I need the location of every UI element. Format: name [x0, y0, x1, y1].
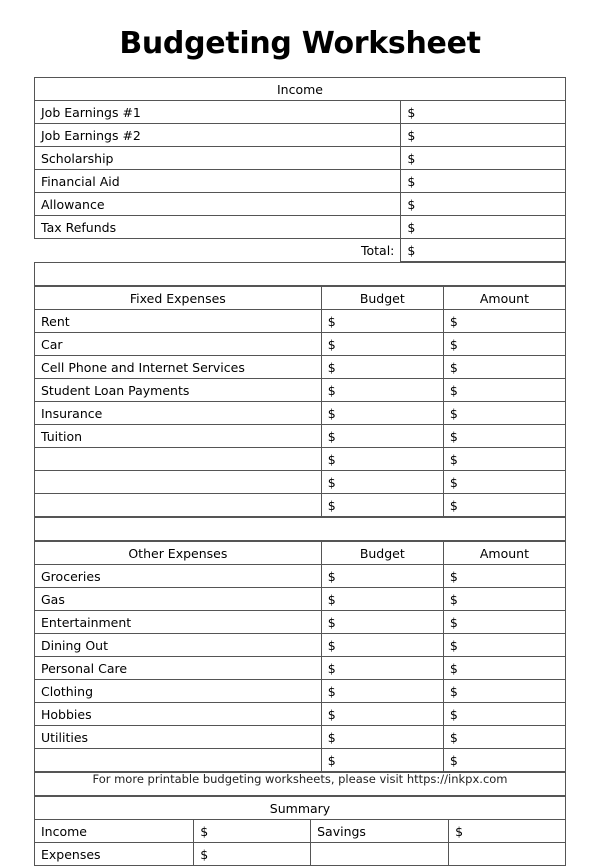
summary-label-savings: Savings	[311, 820, 449, 843]
table-row[interactable]	[35, 425, 566, 448]
table-row[interactable]	[35, 147, 566, 170]
fixed-amount-1[interactable]: $	[443, 333, 565, 356]
other-amount-2[interactable]: $	[443, 611, 565, 634]
other-amount-4[interactable]: $	[443, 657, 565, 680]
summary-value-savings[interactable]: $	[449, 820, 566, 843]
other-label-4: Personal Care	[35, 657, 322, 680]
income-table	[34, 77, 566, 262]
fixed-label-2: Cell Phone and Internet Services	[35, 356, 322, 379]
income-label-5: Tax Refunds	[35, 216, 401, 239]
other-amount-3[interactable]: $	[443, 634, 565, 657]
other-budget-0[interactable]: $	[321, 565, 443, 588]
table-row[interactable]	[35, 634, 566, 657]
other-budget-5[interactable]: $	[321, 680, 443, 703]
summary-value-empty[interactable]	[449, 843, 566, 866]
other-amount-8[interactable]: $	[443, 749, 565, 772]
other-label-5: Clothing	[35, 680, 322, 703]
income-label-1: Job Earnings #2	[35, 124, 401, 147]
spacer-2	[34, 517, 566, 541]
fixed-label-5: Tuition	[35, 425, 322, 448]
other-amount-0[interactable]: $	[443, 565, 565, 588]
fixed-label-8[interactable]	[35, 494, 322, 517]
table-row[interactable]	[35, 565, 566, 588]
other-amount-7[interactable]: $	[443, 726, 565, 749]
table-row[interactable]	[35, 101, 566, 124]
table-row[interactable]	[35, 588, 566, 611]
other-budget-8[interactable]: $	[321, 749, 443, 772]
fixed-budget-7[interactable]: $	[321, 471, 443, 494]
summary-label-expenses: Expenses	[35, 843, 194, 866]
fixed-label-6[interactable]	[35, 448, 322, 471]
other-label-0: Groceries	[35, 565, 322, 588]
fixed-amount-8[interactable]: $	[443, 494, 565, 517]
fixed-amount-5[interactable]: $	[443, 425, 565, 448]
other-budget-4[interactable]: $	[321, 657, 443, 680]
income-total-value[interactable]: $	[401, 239, 566, 262]
fixed-label-7[interactable]	[35, 471, 322, 494]
other-budget-3[interactable]: $	[321, 634, 443, 657]
spacer-1	[34, 262, 566, 286]
table-row[interactable]	[35, 448, 566, 471]
fixed-budget-8[interactable]: $	[321, 494, 443, 517]
fixed-budget-3[interactable]: $	[321, 379, 443, 402]
fixed-budget-6[interactable]: $	[321, 448, 443, 471]
fixed-amount-7[interactable]: $	[443, 471, 565, 494]
fixed-expenses-col-budget: Budget	[321, 287, 443, 310]
summary-label-empty	[311, 843, 449, 866]
other-budget-7[interactable]: $	[321, 726, 443, 749]
income-value-2[interactable]: $	[401, 147, 566, 170]
other-expenses-col-amount: Amount	[443, 542, 565, 565]
other-label-7: Utilities	[35, 726, 322, 749]
other-label-1: Gas	[35, 588, 322, 611]
summary-heading: Summary	[35, 797, 566, 820]
other-amount-5[interactable]: $	[443, 680, 565, 703]
income-label-0: Job Earnings #1	[35, 101, 401, 124]
table-row[interactable]	[35, 170, 566, 193]
fixed-budget-0[interactable]: $	[321, 310, 443, 333]
summary-table	[34, 796, 566, 866]
fixed-amount-6[interactable]: $	[443, 448, 565, 471]
other-budget-6[interactable]: $	[321, 703, 443, 726]
fixed-label-1: Car	[35, 333, 322, 356]
fixed-label-3: Student Loan Payments	[35, 379, 322, 402]
fixed-amount-3[interactable]: $	[443, 379, 565, 402]
income-label-3: Financial Aid	[35, 170, 401, 193]
table-row[interactable]	[35, 402, 566, 425]
footer-note: For more printable budgeting worksheets, please visit https://inkpx.com	[92, 772, 508, 786]
table-row[interactable]	[35, 124, 566, 147]
income-value-0[interactable]: $	[401, 101, 566, 124]
summary-label-income: Income	[35, 820, 194, 843]
income-label-2: Scholarship	[35, 147, 401, 170]
summary-value-expenses[interactable]: $	[194, 843, 311, 866]
income-total-label: Total:	[35, 239, 401, 262]
table-row[interactable]	[35, 611, 566, 634]
table-row[interactable]	[35, 843, 566, 866]
table-row[interactable]	[35, 356, 566, 379]
fixed-budget-4[interactable]: $	[321, 402, 443, 425]
table-row[interactable]	[35, 680, 566, 703]
other-amount-6[interactable]: $	[443, 703, 565, 726]
table-row[interactable]	[35, 657, 566, 680]
page-title: Budgeting Worksheet	[119, 26, 481, 61]
table-row[interactable]	[35, 471, 566, 494]
summary-value-income[interactable]: $	[194, 820, 311, 843]
table-row[interactable]	[35, 494, 566, 517]
fixed-expenses-table	[34, 286, 566, 517]
fixed-budget-2[interactable]: $	[321, 356, 443, 379]
other-label-3: Dining Out	[35, 634, 322, 657]
other-budget-2[interactable]: $	[321, 611, 443, 634]
table-row[interactable]	[35, 216, 566, 239]
income-value-3[interactable]: $	[401, 170, 566, 193]
income-section-header	[35, 78, 566, 101]
table-row[interactable]	[35, 333, 566, 356]
fixed-expenses-section-header	[35, 287, 566, 310]
income-heading: Income	[35, 78, 566, 101]
other-amount-1[interactable]: $	[443, 588, 565, 611]
other-label-2: Entertainment	[35, 611, 322, 634]
table-row[interactable]	[35, 379, 566, 402]
fixed-budget-5[interactable]: $	[321, 425, 443, 448]
fixed-label-0: Rent	[35, 310, 322, 333]
other-expenses-col-budget: Budget	[321, 542, 443, 565]
table-row[interactable]	[35, 310, 566, 333]
table-row[interactable]	[35, 726, 566, 749]
fixed-amount-2[interactable]: $	[443, 356, 565, 379]
table-row[interactable]	[35, 820, 566, 843]
income-value-1[interactable]: $	[401, 124, 566, 147]
table-row[interactable]	[35, 703, 566, 726]
other-expenses-section-header	[35, 542, 566, 565]
fixed-amount-4[interactable]: $	[443, 402, 565, 425]
income-total-row[interactable]	[35, 239, 566, 262]
fixed-label-4: Insurance	[35, 402, 322, 425]
income-value-4[interactable]: $	[401, 193, 566, 216]
other-budget-1[interactable]: $	[321, 588, 443, 611]
other-label-6: Hobbies	[35, 703, 322, 726]
fixed-budget-1[interactable]: $	[321, 333, 443, 356]
income-value-5[interactable]: $	[401, 216, 566, 239]
fixed-expenses-col-amount: Amount	[443, 287, 565, 310]
table-row[interactable]	[35, 749, 566, 772]
income-label-4: Allowance	[35, 193, 401, 216]
other-expenses-heading: Other Expenses	[35, 542, 322, 565]
table-row[interactable]	[35, 193, 566, 216]
other-expenses-table	[34, 541, 566, 772]
fixed-amount-0[interactable]: $	[443, 310, 565, 333]
other-label-8[interactable]	[35, 749, 322, 772]
fixed-expenses-heading: Fixed Expenses	[35, 287, 322, 310]
